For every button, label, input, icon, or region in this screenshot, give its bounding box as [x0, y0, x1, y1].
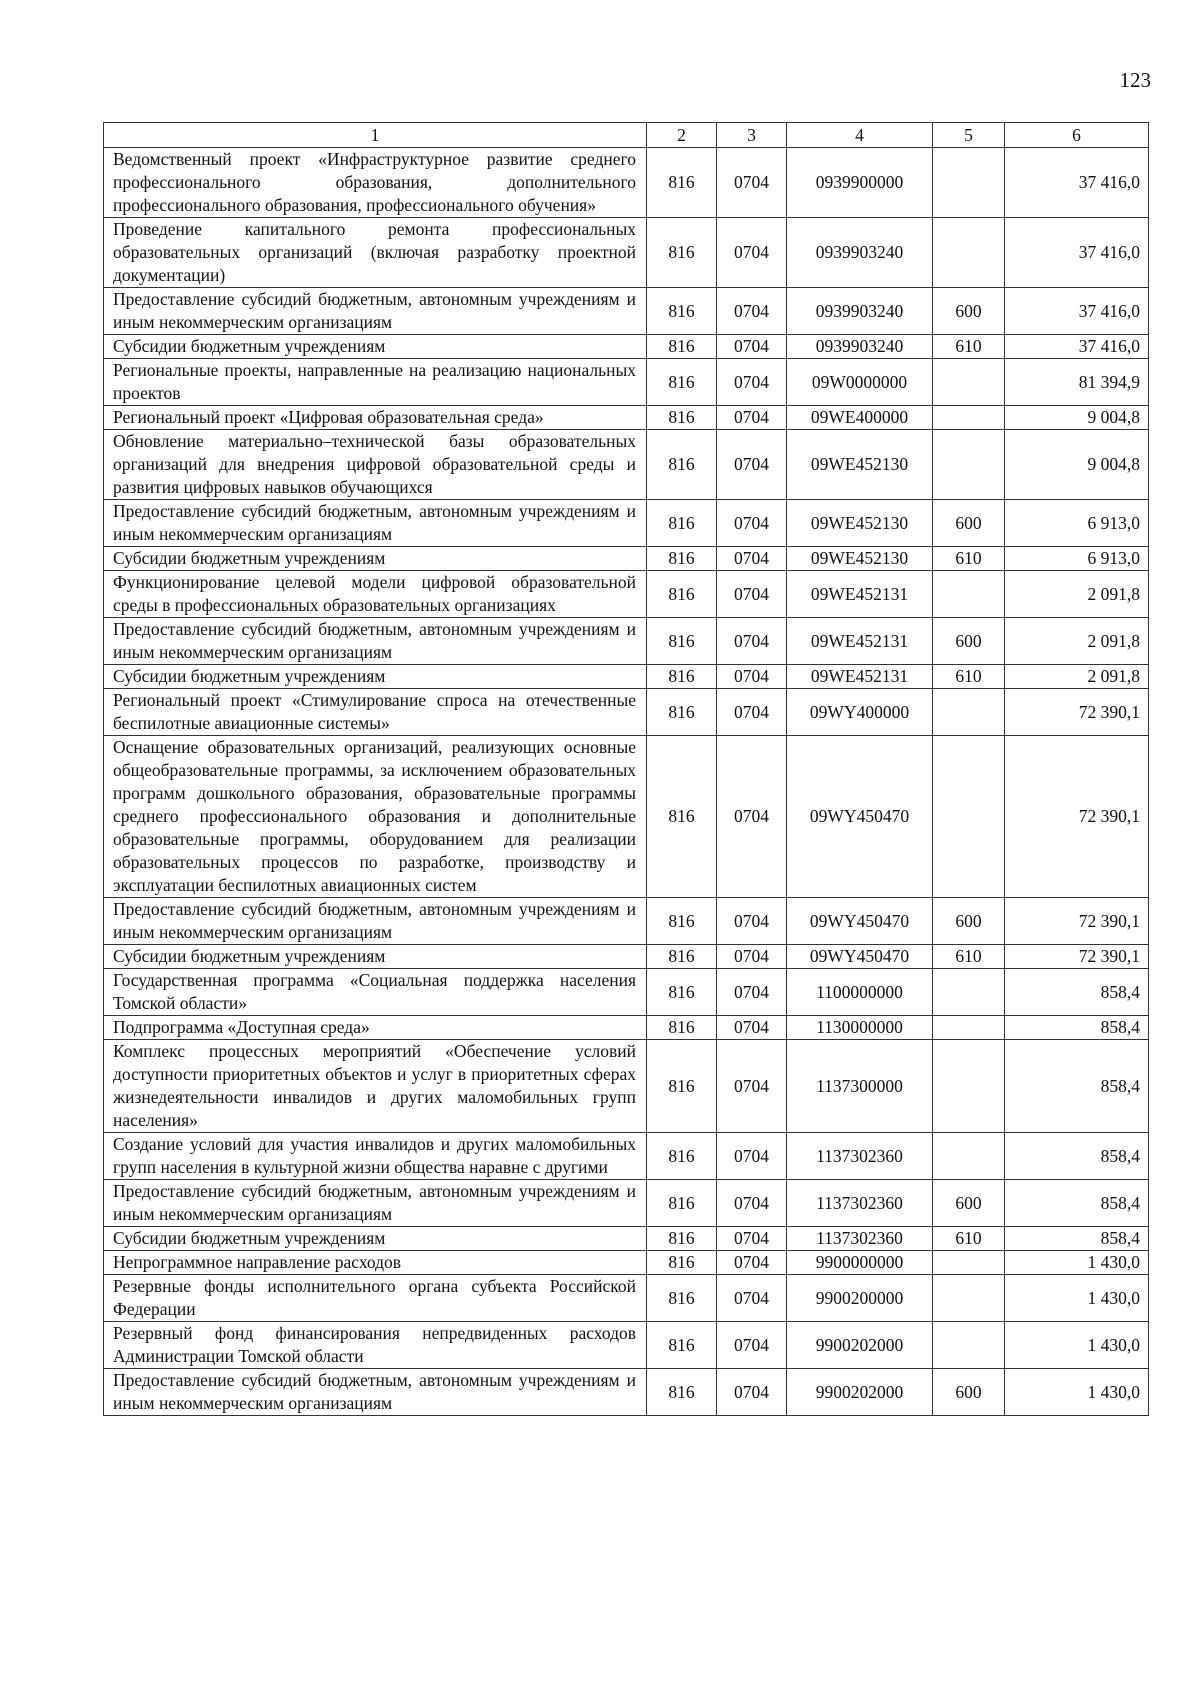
row-name-cell: Ведомственный проект «Инфраструктурное развитие среднего профессионального образования, дополнительного профессионального образования, профессионального обучения» — [104, 148, 647, 218]
row-sum-cell: 72 390,1 — [1005, 736, 1149, 898]
row-sum-cell: 37 416,0 — [1005, 148, 1149, 218]
row-razdel-cell: 0704 — [717, 736, 787, 898]
budget-table — [103, 122, 1149, 1416]
row-vr-cell: 610 — [933, 1227, 1005, 1251]
row-name-cell: Субсидии бюджетным учреждениям — [104, 945, 647, 969]
table-row — [104, 571, 1149, 618]
table-row — [104, 500, 1149, 547]
table-row — [104, 689, 1149, 736]
row-csr-cell: 09WE400000 — [787, 406, 933, 430]
row-razdel-cell: 0704 — [717, 500, 787, 547]
row-vedomstvo-cell: 816 — [647, 1251, 717, 1275]
row-name-cell: Резервный фонд финансирования непредвиденных расходов Администрации Томской области — [104, 1322, 647, 1369]
row-razdel-cell: 0704 — [717, 665, 787, 689]
row-sum-cell: 72 390,1 — [1005, 689, 1149, 736]
table-row — [104, 898, 1149, 945]
table-header — [104, 123, 1149, 148]
row-name-cell: Субсидии бюджетным учреждениям — [104, 665, 647, 689]
row-sum-cell: 9 004,8 — [1005, 406, 1149, 430]
row-csr-cell: 0939903240 — [787, 288, 933, 335]
row-csr-cell: 1100000000 — [787, 969, 933, 1016]
row-razdel-cell: 0704 — [717, 1133, 787, 1180]
row-sum-cell: 858,4 — [1005, 1180, 1149, 1227]
row-vr-cell — [933, 736, 1005, 898]
row-razdel-cell: 0704 — [717, 406, 787, 430]
table-row — [104, 945, 1149, 969]
row-razdel-cell: 0704 — [717, 1369, 787, 1416]
row-name-cell: Предоставление субсидий бюджетным, автономным учреждениям и иным некоммерческим организациям — [104, 618, 647, 665]
row-vedomstvo-cell: 816 — [647, 1227, 717, 1251]
header-cell-sum: 6 — [1005, 123, 1149, 148]
table-row — [104, 1133, 1149, 1180]
row-vedomstvo-cell: 816 — [647, 406, 717, 430]
row-csr-cell: 0939903240 — [787, 218, 933, 288]
table-row — [104, 1180, 1149, 1227]
row-vr-cell: 600 — [933, 618, 1005, 665]
row-csr-cell: 09WY450470 — [787, 736, 933, 898]
table-body — [104, 148, 1149, 1416]
row-sum-cell: 6 913,0 — [1005, 500, 1149, 547]
row-vr-cell — [933, 406, 1005, 430]
row-razdel-cell: 0704 — [717, 218, 787, 288]
row-vedomstvo-cell: 816 — [647, 218, 717, 288]
row-name-cell: Предоставление субсидий бюджетным, автономным учреждениям и иным некоммерческим организациям — [104, 1180, 647, 1227]
row-razdel-cell: 0704 — [717, 1275, 787, 1322]
row-csr-cell: 09WY450470 — [787, 898, 933, 945]
row-sum-cell: 2 091,8 — [1005, 571, 1149, 618]
row-vr-cell — [933, 1016, 1005, 1040]
row-razdel-cell: 0704 — [717, 1251, 787, 1275]
row-sum-cell: 858,4 — [1005, 969, 1149, 1016]
row-csr-cell: 9900200000 — [787, 1275, 933, 1322]
row-razdel-cell: 0704 — [717, 1180, 787, 1227]
header-row — [104, 123, 1149, 148]
row-vr-cell — [933, 1040, 1005, 1133]
row-vr-cell — [933, 1251, 1005, 1275]
row-vedomstvo-cell: 816 — [647, 665, 717, 689]
row-name-cell: Создание условий для участия инвалидов и других маломобильных групп населения в культурной жизни общества наравне с другими — [104, 1133, 647, 1180]
row-name-cell: Резервные фонды исполнительного органа субъекта Российской Федерации — [104, 1275, 647, 1322]
row-razdel-cell: 0704 — [717, 1322, 787, 1369]
row-vedomstvo-cell: 816 — [647, 1322, 717, 1369]
table-row — [104, 547, 1149, 571]
row-name-cell: Обновление материально–технической базы образовательных организаций для внедрения цифровой образовательной среды и развития цифровых навыков обучающихся — [104, 430, 647, 500]
row-vedomstvo-cell: 816 — [647, 1275, 717, 1322]
row-csr-cell: 9900202000 — [787, 1322, 933, 1369]
row-vr-cell — [933, 359, 1005, 406]
row-vedomstvo-cell: 816 — [647, 1369, 717, 1416]
page-number: 123 — [1119, 68, 1151, 92]
table-row — [104, 969, 1149, 1016]
row-sum-cell: 1 430,0 — [1005, 1322, 1149, 1369]
row-razdel-cell: 0704 — [717, 618, 787, 665]
row-vedomstvo-cell: 816 — [647, 736, 717, 898]
row-csr-cell: 09WE452131 — [787, 618, 933, 665]
row-vedomstvo-cell: 816 — [647, 1016, 717, 1040]
row-name-cell: Предоставление субсидий бюджетным, автономным учреждениям и иным некоммерческим организациям — [104, 898, 647, 945]
row-sum-cell: 1 430,0 — [1005, 1251, 1149, 1275]
row-name-cell: Комплекс процессных мероприятий «Обеспечение условий доступности приоритетных объектов и услуг в приоритетных сферах жизнедеятельности инвалидов и других маломобильных групп населения» — [104, 1040, 647, 1133]
row-razdel-cell: 0704 — [717, 689, 787, 736]
row-vr-cell — [933, 969, 1005, 1016]
row-vr-cell — [933, 218, 1005, 288]
row-vedomstvo-cell: 816 — [647, 500, 717, 547]
row-csr-cell: 09WY450470 — [787, 945, 933, 969]
row-name-cell: Предоставление субсидий бюджетным, автономным учреждениям и иным некоммерческим организациям — [104, 288, 647, 335]
row-name-cell: Предоставление субсидий бюджетным, автономным учреждениям и иным некоммерческим организациям — [104, 1369, 647, 1416]
row-csr-cell: 09W0000000 — [787, 359, 933, 406]
row-vedomstvo-cell: 816 — [647, 969, 717, 1016]
row-vr-cell: 610 — [933, 547, 1005, 571]
row-sum-cell: 1 430,0 — [1005, 1275, 1149, 1322]
row-vedomstvo-cell: 816 — [647, 547, 717, 571]
table-row — [104, 618, 1149, 665]
row-name-cell: Предоставление субсидий бюджетным, автономным учреждениям и иным некоммерческим организациям — [104, 500, 647, 547]
row-name-cell: Региональный проект «Стимулирование спроса на отечественные беспилотные авиационные системы» — [104, 689, 647, 736]
row-vedomstvo-cell: 816 — [647, 1133, 717, 1180]
table-row — [104, 335, 1149, 359]
row-name-cell: Субсидии бюджетным учреждениям — [104, 547, 647, 571]
row-csr-cell: 09WE452130 — [787, 430, 933, 500]
row-csr-cell: 9900000000 — [787, 1251, 933, 1275]
table-row — [104, 430, 1149, 500]
row-razdel-cell: 0704 — [717, 335, 787, 359]
row-vr-cell — [933, 1322, 1005, 1369]
row-sum-cell: 72 390,1 — [1005, 898, 1149, 945]
row-csr-cell: 1137302360 — [787, 1180, 933, 1227]
row-vedomstvo-cell: 816 — [647, 898, 717, 945]
row-sum-cell: 1 430,0 — [1005, 1369, 1149, 1416]
row-vr-cell — [933, 689, 1005, 736]
header-cell-razdel: 3 — [717, 123, 787, 148]
row-name-cell: Субсидии бюджетным учреждениям — [104, 335, 647, 359]
row-csr-cell: 0939900000 — [787, 148, 933, 218]
row-name-cell: Региональные проекты, направленные на реализацию национальных проектов — [104, 359, 647, 406]
row-vedomstvo-cell: 816 — [647, 359, 717, 406]
row-vr-cell: 600 — [933, 898, 1005, 945]
row-vr-cell — [933, 430, 1005, 500]
row-vedomstvo-cell: 816 — [647, 1180, 717, 1227]
row-vedomstvo-cell: 816 — [647, 1040, 717, 1133]
row-vr-cell: 600 — [933, 288, 1005, 335]
row-razdel-cell: 0704 — [717, 288, 787, 335]
row-sum-cell: 37 416,0 — [1005, 288, 1149, 335]
row-sum-cell: 37 416,0 — [1005, 218, 1149, 288]
row-vedomstvo-cell: 816 — [647, 148, 717, 218]
row-csr-cell: 09WE452130 — [787, 500, 933, 547]
row-vedomstvo-cell: 816 — [647, 618, 717, 665]
header-cell-name: 1 — [104, 123, 647, 148]
row-sum-cell: 6 913,0 — [1005, 547, 1149, 571]
table-row — [104, 1275, 1149, 1322]
row-csr-cell: 1137302360 — [787, 1133, 933, 1180]
table-row — [104, 406, 1149, 430]
table-row — [104, 218, 1149, 288]
row-razdel-cell: 0704 — [717, 1040, 787, 1133]
row-name-cell: Государственная программа «Социальная поддержка населения Томской области» — [104, 969, 647, 1016]
row-razdel-cell: 0704 — [717, 430, 787, 500]
row-csr-cell: 1137300000 — [787, 1040, 933, 1133]
row-csr-cell: 09WE452131 — [787, 665, 933, 689]
row-name-cell: Региональный проект «Цифровая образовательная среда» — [104, 406, 647, 430]
table-row — [104, 1369, 1149, 1416]
row-razdel-cell: 0704 — [717, 1227, 787, 1251]
row-csr-cell: 1137302360 — [787, 1227, 933, 1251]
row-vedomstvo-cell: 816 — [647, 430, 717, 500]
row-sum-cell: 858,4 — [1005, 1133, 1149, 1180]
row-razdel-cell: 0704 — [717, 571, 787, 618]
row-sum-cell: 858,4 — [1005, 1227, 1149, 1251]
row-razdel-cell: 0704 — [717, 945, 787, 969]
row-vr-cell: 600 — [933, 500, 1005, 547]
row-name-cell: Непрограммное направление расходов — [104, 1251, 647, 1275]
table-row — [104, 148, 1149, 218]
table-row — [104, 1322, 1149, 1369]
table-row — [104, 1016, 1149, 1040]
row-name-cell: Функционирование целевой модели цифровой образовательной среды в профессиональных образовательных организациях — [104, 571, 647, 618]
row-vr-cell — [933, 1133, 1005, 1180]
row-vr-cell: 610 — [933, 945, 1005, 969]
row-sum-cell: 72 390,1 — [1005, 945, 1149, 969]
row-razdel-cell: 0704 — [717, 547, 787, 571]
row-csr-cell: 09WY400000 — [787, 689, 933, 736]
table-row — [104, 1251, 1149, 1275]
row-csr-cell: 9900202000 — [787, 1369, 933, 1416]
row-razdel-cell: 0704 — [717, 359, 787, 406]
table-row — [104, 288, 1149, 335]
table-row — [104, 1040, 1149, 1133]
row-csr-cell: 09WE452130 — [787, 547, 933, 571]
row-vr-cell: 600 — [933, 1369, 1005, 1416]
row-vr-cell — [933, 1275, 1005, 1322]
table-row — [104, 665, 1149, 689]
header-cell-csr: 4 — [787, 123, 933, 148]
header-cell-vedomstvo: 2 — [647, 123, 717, 148]
row-vr-cell: 610 — [933, 335, 1005, 359]
row-vedomstvo-cell: 816 — [647, 288, 717, 335]
row-razdel-cell: 0704 — [717, 1016, 787, 1040]
table-row — [104, 1227, 1149, 1251]
table-row — [104, 359, 1149, 406]
row-vedomstvo-cell: 816 — [647, 945, 717, 969]
row-name-cell: Субсидии бюджетным учреждениям — [104, 1227, 647, 1251]
row-sum-cell: 9 004,8 — [1005, 430, 1149, 500]
row-sum-cell: 37 416,0 — [1005, 335, 1149, 359]
row-vr-cell — [933, 148, 1005, 218]
table-row — [104, 736, 1149, 898]
row-name-cell: Оснащение образовательных организаций, реализующих основные общеобразовательные программы, за исключением образовательных программ дошкольного образования, образовательные программы среднего профессионального образования и дополнительные образовательные программы, оборудованием для реализации образовательных процессов по разработке, производству и эксплуатации беспилотных авиационных систем — [104, 736, 647, 898]
row-sum-cell: 858,4 — [1005, 1040, 1149, 1133]
row-vr-cell: 610 — [933, 665, 1005, 689]
row-razdel-cell: 0704 — [717, 969, 787, 1016]
row-vr-cell — [933, 571, 1005, 618]
row-vedomstvo-cell: 816 — [647, 571, 717, 618]
row-sum-cell: 81 394,9 — [1005, 359, 1149, 406]
row-csr-cell: 0939903240 — [787, 335, 933, 359]
header-cell-vr: 5 — [933, 123, 1005, 148]
row-razdel-cell: 0704 — [717, 148, 787, 218]
row-name-cell: Проведение капитального ремонта профессиональных образовательных организаций (включая разработку проектной документации) — [104, 218, 647, 288]
row-name-cell: Подпрограмма «Доступная среда» — [104, 1016, 647, 1040]
row-vedomstvo-cell: 816 — [647, 335, 717, 359]
row-vedomstvo-cell: 816 — [647, 689, 717, 736]
row-vr-cell: 600 — [933, 1180, 1005, 1227]
row-razdel-cell: 0704 — [717, 898, 787, 945]
row-sum-cell: 858,4 — [1005, 1016, 1149, 1040]
row-csr-cell: 09WE452131 — [787, 571, 933, 618]
row-sum-cell: 2 091,8 — [1005, 618, 1149, 665]
row-csr-cell: 1130000000 — [787, 1016, 933, 1040]
row-sum-cell: 2 091,8 — [1005, 665, 1149, 689]
